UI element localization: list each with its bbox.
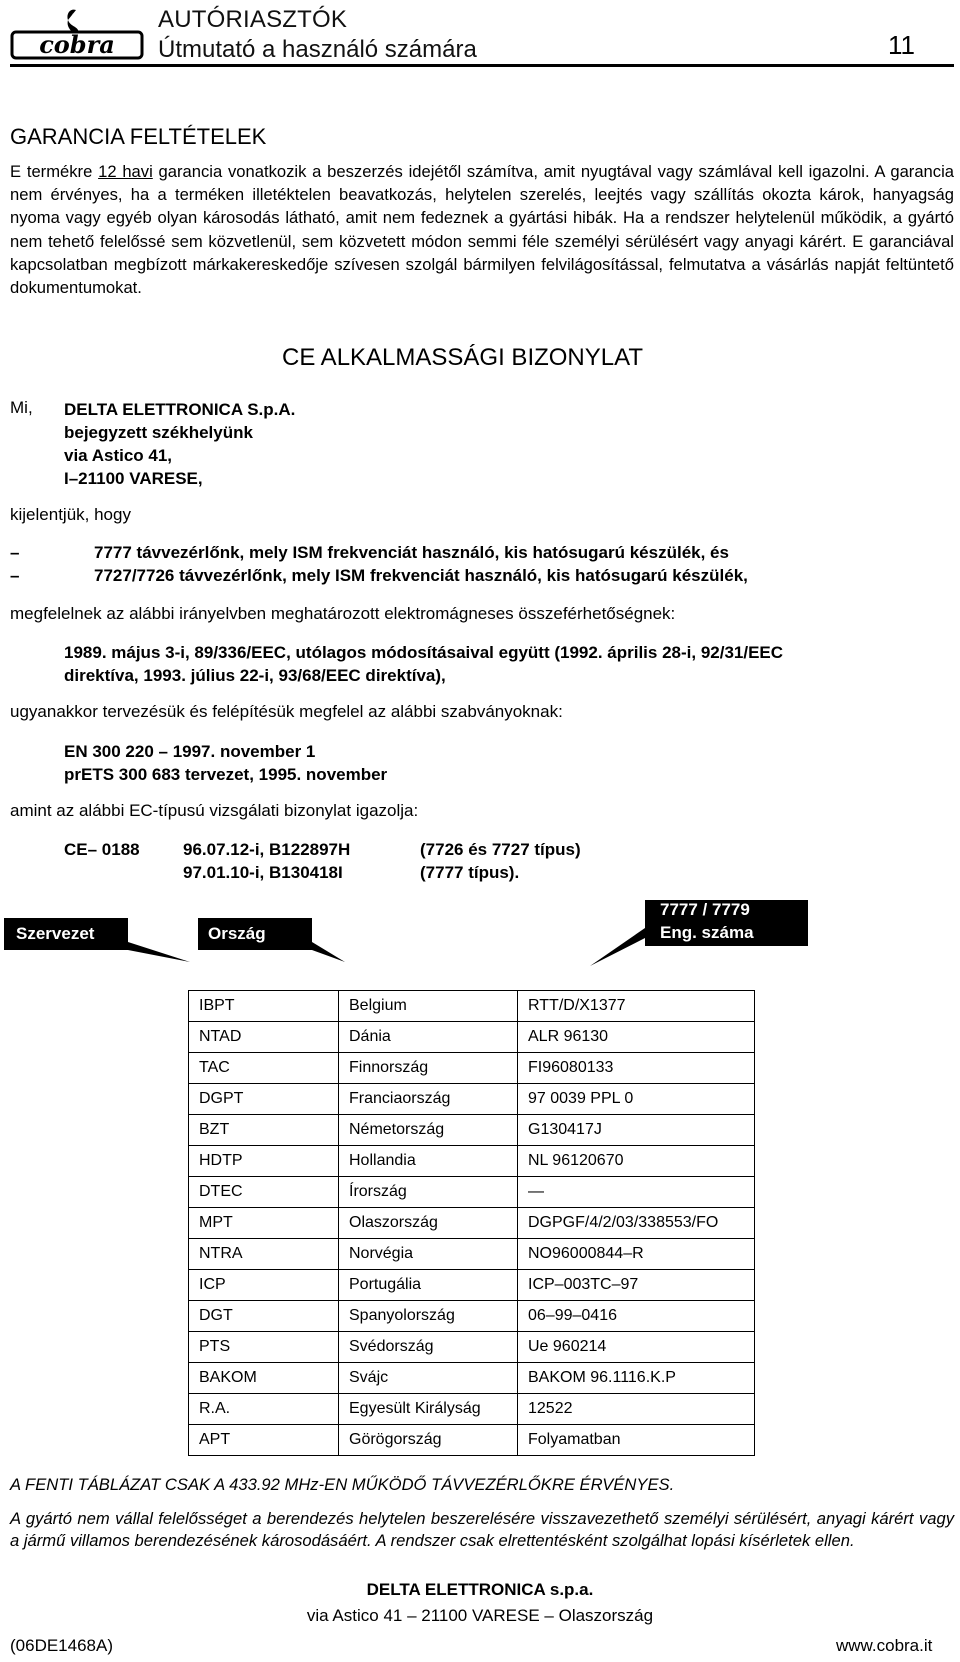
registration-number-cell: 97 0039 PPL 0 — [518, 1084, 755, 1115]
country-cell: Svédország — [339, 1332, 518, 1363]
header-subtitle: Útmutató a használó számára — [158, 36, 477, 63]
registration-number-cell: BAKOM 96.1116.K.P — [518, 1363, 755, 1394]
organisation-cell: DTEC — [189, 1177, 339, 1208]
registration-number-cell: ICP–003TC–97 — [518, 1270, 755, 1301]
registration-number-cell: ALR 96130 — [518, 1022, 755, 1053]
table-validity-note: A FENTI TÁBLÁZAT CSAK A 433.92 MHz-EN MŰKÖDŐ TÁVVEZÉRLŐKRE ÉRVÉNYES. — [10, 1475, 675, 1494]
organisation-cell: DGT — [189, 1301, 339, 1332]
table-row — [189, 991, 755, 1022]
registration-number-cell: NL 96120670 — [518, 1146, 755, 1177]
country-cell: Franciaország — [339, 1084, 518, 1115]
guarantee-text-start: E termékre — [10, 162, 99, 181]
certificate-1: 96.07.12-i, B122897H — [183, 840, 351, 859]
guarantee-period: 12 havi — [98, 162, 153, 181]
table-row — [189, 1115, 755, 1146]
registration-label-line-1: 7777 / 7779 — [660, 900, 750, 919]
address-line-3: I–21100 VARESE, — [64, 469, 203, 488]
table-row — [189, 1332, 755, 1363]
country-cell: Görögország — [339, 1425, 518, 1456]
header-divider — [10, 64, 954, 67]
registration-number-cell: 06–99–0416 — [518, 1301, 755, 1332]
directive-line-1: 1989. május 3-i, 89/336/EEC, utólagos módosításaival együtt (1992. április 28-i, 92/31/EEC — [64, 643, 784, 662]
country-cell: Hollandia — [339, 1146, 518, 1177]
table-row — [189, 1053, 755, 1084]
guarantee-paragraph — [10, 160, 954, 299]
organisation-cell: IBPT — [189, 991, 339, 1022]
logo-text: cobra — [39, 30, 115, 59]
organisation-cell: ICP — [189, 1270, 339, 1301]
document-code: (06DE1468A) — [10, 1636, 114, 1655]
table-row — [189, 1363, 755, 1394]
registration-number-cell: Ue 960214 — [518, 1332, 755, 1363]
website-link[interactable]: www.cobra.it — [836, 1636, 933, 1655]
table-row — [189, 1425, 755, 1456]
conformity-text: megfelelnek az alábbi irányelvben meghatározott elektromágneses összeférhetőségnek: — [10, 604, 676, 623]
organisation-cell: NTAD — [189, 1022, 339, 1053]
organisation-cell: PTS — [189, 1332, 339, 1363]
country-cell: Írország — [339, 1177, 518, 1208]
country-cell: Norvégia — [339, 1239, 518, 1270]
certificate-2-type: (7777 típus). — [420, 863, 520, 882]
organisation-cell: R.A. — [189, 1394, 339, 1425]
address-line-1: bejegyzett székhelyünk — [64, 423, 253, 442]
ce-title: CE ALKALMASSÁGI BIZONYLAT — [282, 344, 644, 371]
standard-1: EN 300 220 – 1997. november 1 — [64, 742, 316, 761]
dash-bullet: – — [10, 543, 20, 562]
registration-label-line-2: Eng. száma — [660, 923, 754, 942]
guarantee-text-rest: garancia vonatkozik a beszerzés idejétől számítva, amit nyugtával vagy számlával kell igazolni. A garancia nem érvényes, ha a terméken illetéktelen beavatkozás, helytelen szerelés, leejtés vagy szállítás okozta károk, hanyagság nyoma vagy egyéb olyan károsodás látható, amit nem fedeznek a gyártási hibák. Ha a rendszer helytelenül működik, a gyártó nem tehető felelőssé sem közvetlenül, sem közvetett módon semmi féle személyi sérülésért vagy anyagi kárért. E garanciával kapcsolatban megbízott márkakereskedője szívesen szolgál bármilyen felvilágosítással, felmutatva a vásárlás napját feltüntető dokumentumokat. — [10, 162, 954, 298]
registration-number-cell: NO96000844–R — [518, 1239, 755, 1270]
registration-number-cell: DGPGF/4/2/03/338553/FO — [518, 1208, 755, 1239]
country-cell: Svájc — [339, 1363, 518, 1394]
registration-label — [660, 898, 754, 944]
organisation-cell: NTRA — [189, 1239, 339, 1270]
registration-number-cell: 12522 — [518, 1394, 755, 1425]
header-title: AUTÓRIASZTÓK — [158, 6, 348, 33]
standards-intro: ugyanakkor tervezésük és felépítésük megfelel az alábbi szabványoknak: — [10, 702, 563, 721]
footer-address: via Astico 41 – 21100 VARESE – Olaszország — [306, 1606, 654, 1625]
table-row — [189, 1270, 755, 1301]
table-row — [189, 1022, 755, 1053]
registration-number-cell: RTT/D/X1377 — [518, 991, 755, 1022]
we-label: Mi, — [10, 398, 33, 417]
guarantee-heading: GARANCIA FELTÉTELEK — [10, 124, 267, 149]
registration-number-cell: Folyamatban — [518, 1425, 755, 1456]
organisation-cell: DGPT — [189, 1084, 339, 1115]
footer-company: DELTA ELETTRONICA s.p.a. — [366, 1580, 594, 1599]
registration-table-body — [189, 991, 755, 1456]
country-cell: Finnország — [339, 1053, 518, 1084]
table-row — [189, 1208, 755, 1239]
country-cell: Dánia — [339, 1022, 518, 1053]
organisation-cell: BZT — [189, 1115, 339, 1146]
declare-text: kijelentjük, hogy — [10, 505, 131, 524]
directive-line-2: direktíva, 1993. július 22-i, 93/68/EEC direktíva), — [64, 666, 446, 685]
country-cell: Olaszország — [339, 1208, 518, 1239]
country-cell: Spanyolország — [339, 1301, 518, 1332]
organisation-label: Szervezet — [16, 924, 95, 943]
table-row — [189, 1239, 755, 1270]
page-number: 11 — [888, 30, 915, 60]
table-row — [189, 1177, 755, 1208]
cobra-logo — [10, 6, 146, 64]
registration-table — [188, 990, 755, 1456]
registration-number-cell: — — [518, 1177, 755, 1208]
device-item-2 — [10, 566, 748, 586]
registration-number-cell: G130417J — [518, 1115, 755, 1146]
liability-note: A gyártó nem vállal felelősséget a berendezés helytelen beszerelésére visszavezethető személyi sérülésért, anyagi kárért vagy a jármű villamos berendezésének károsodásáért. A rendszer csak elrettentésként szolgálhat lopási kísérletek ellen. — [10, 1509, 954, 1550]
country-label: Ország — [208, 924, 266, 943]
dash-bullet: – — [10, 566, 20, 585]
device-item-1 — [10, 543, 729, 563]
country-cell: Egyesült Királyság — [339, 1394, 518, 1425]
table-row — [189, 1146, 755, 1177]
ec-intro: amint az alábbi EC-típusú vizsgálati bizonylat igazolja: — [10, 801, 419, 820]
column-callouts — [0, 898, 960, 990]
organisation-cell: MPT — [189, 1208, 339, 1239]
standard-2: prETS 300 683 tervezet, 1995. november — [64, 765, 388, 784]
organisation-cell: APT — [189, 1425, 339, 1456]
country-cell: Németország — [339, 1115, 518, 1146]
organisation-cell: HDTP — [189, 1146, 339, 1177]
registration-number-cell: FI96080133 — [518, 1053, 755, 1084]
certificate-2: 97.01.10-i, B130418I — [183, 863, 343, 882]
company-address — [64, 398, 295, 490]
table-row — [189, 1301, 755, 1332]
table-row — [189, 1084, 755, 1115]
country-cell: Portugália — [339, 1270, 518, 1301]
device-item-1-text: 7777 távvezérlőnk, mely ISM frekvenciát használó, kis hatósugarú készülék, és — [94, 543, 729, 562]
company-name: DELTA ELETTRONICA S.p.A. — [64, 400, 296, 419]
country-cell: Belgium — [339, 991, 518, 1022]
organisation-cell: TAC — [189, 1053, 339, 1084]
device-item-2-text: 7727/7726 távvezérlőnk, mely ISM frekvenciát használó, kis hatósugarú készülék, — [94, 566, 748, 585]
organisation-cell: BAKOM — [189, 1363, 339, 1394]
address-line-2: via Astico 41, — [64, 446, 173, 465]
ce-code: CE– 0188 — [64, 840, 140, 859]
certificate-1-type: (7726 és 7727 típus) — [420, 840, 581, 859]
table-row — [189, 1394, 755, 1425]
